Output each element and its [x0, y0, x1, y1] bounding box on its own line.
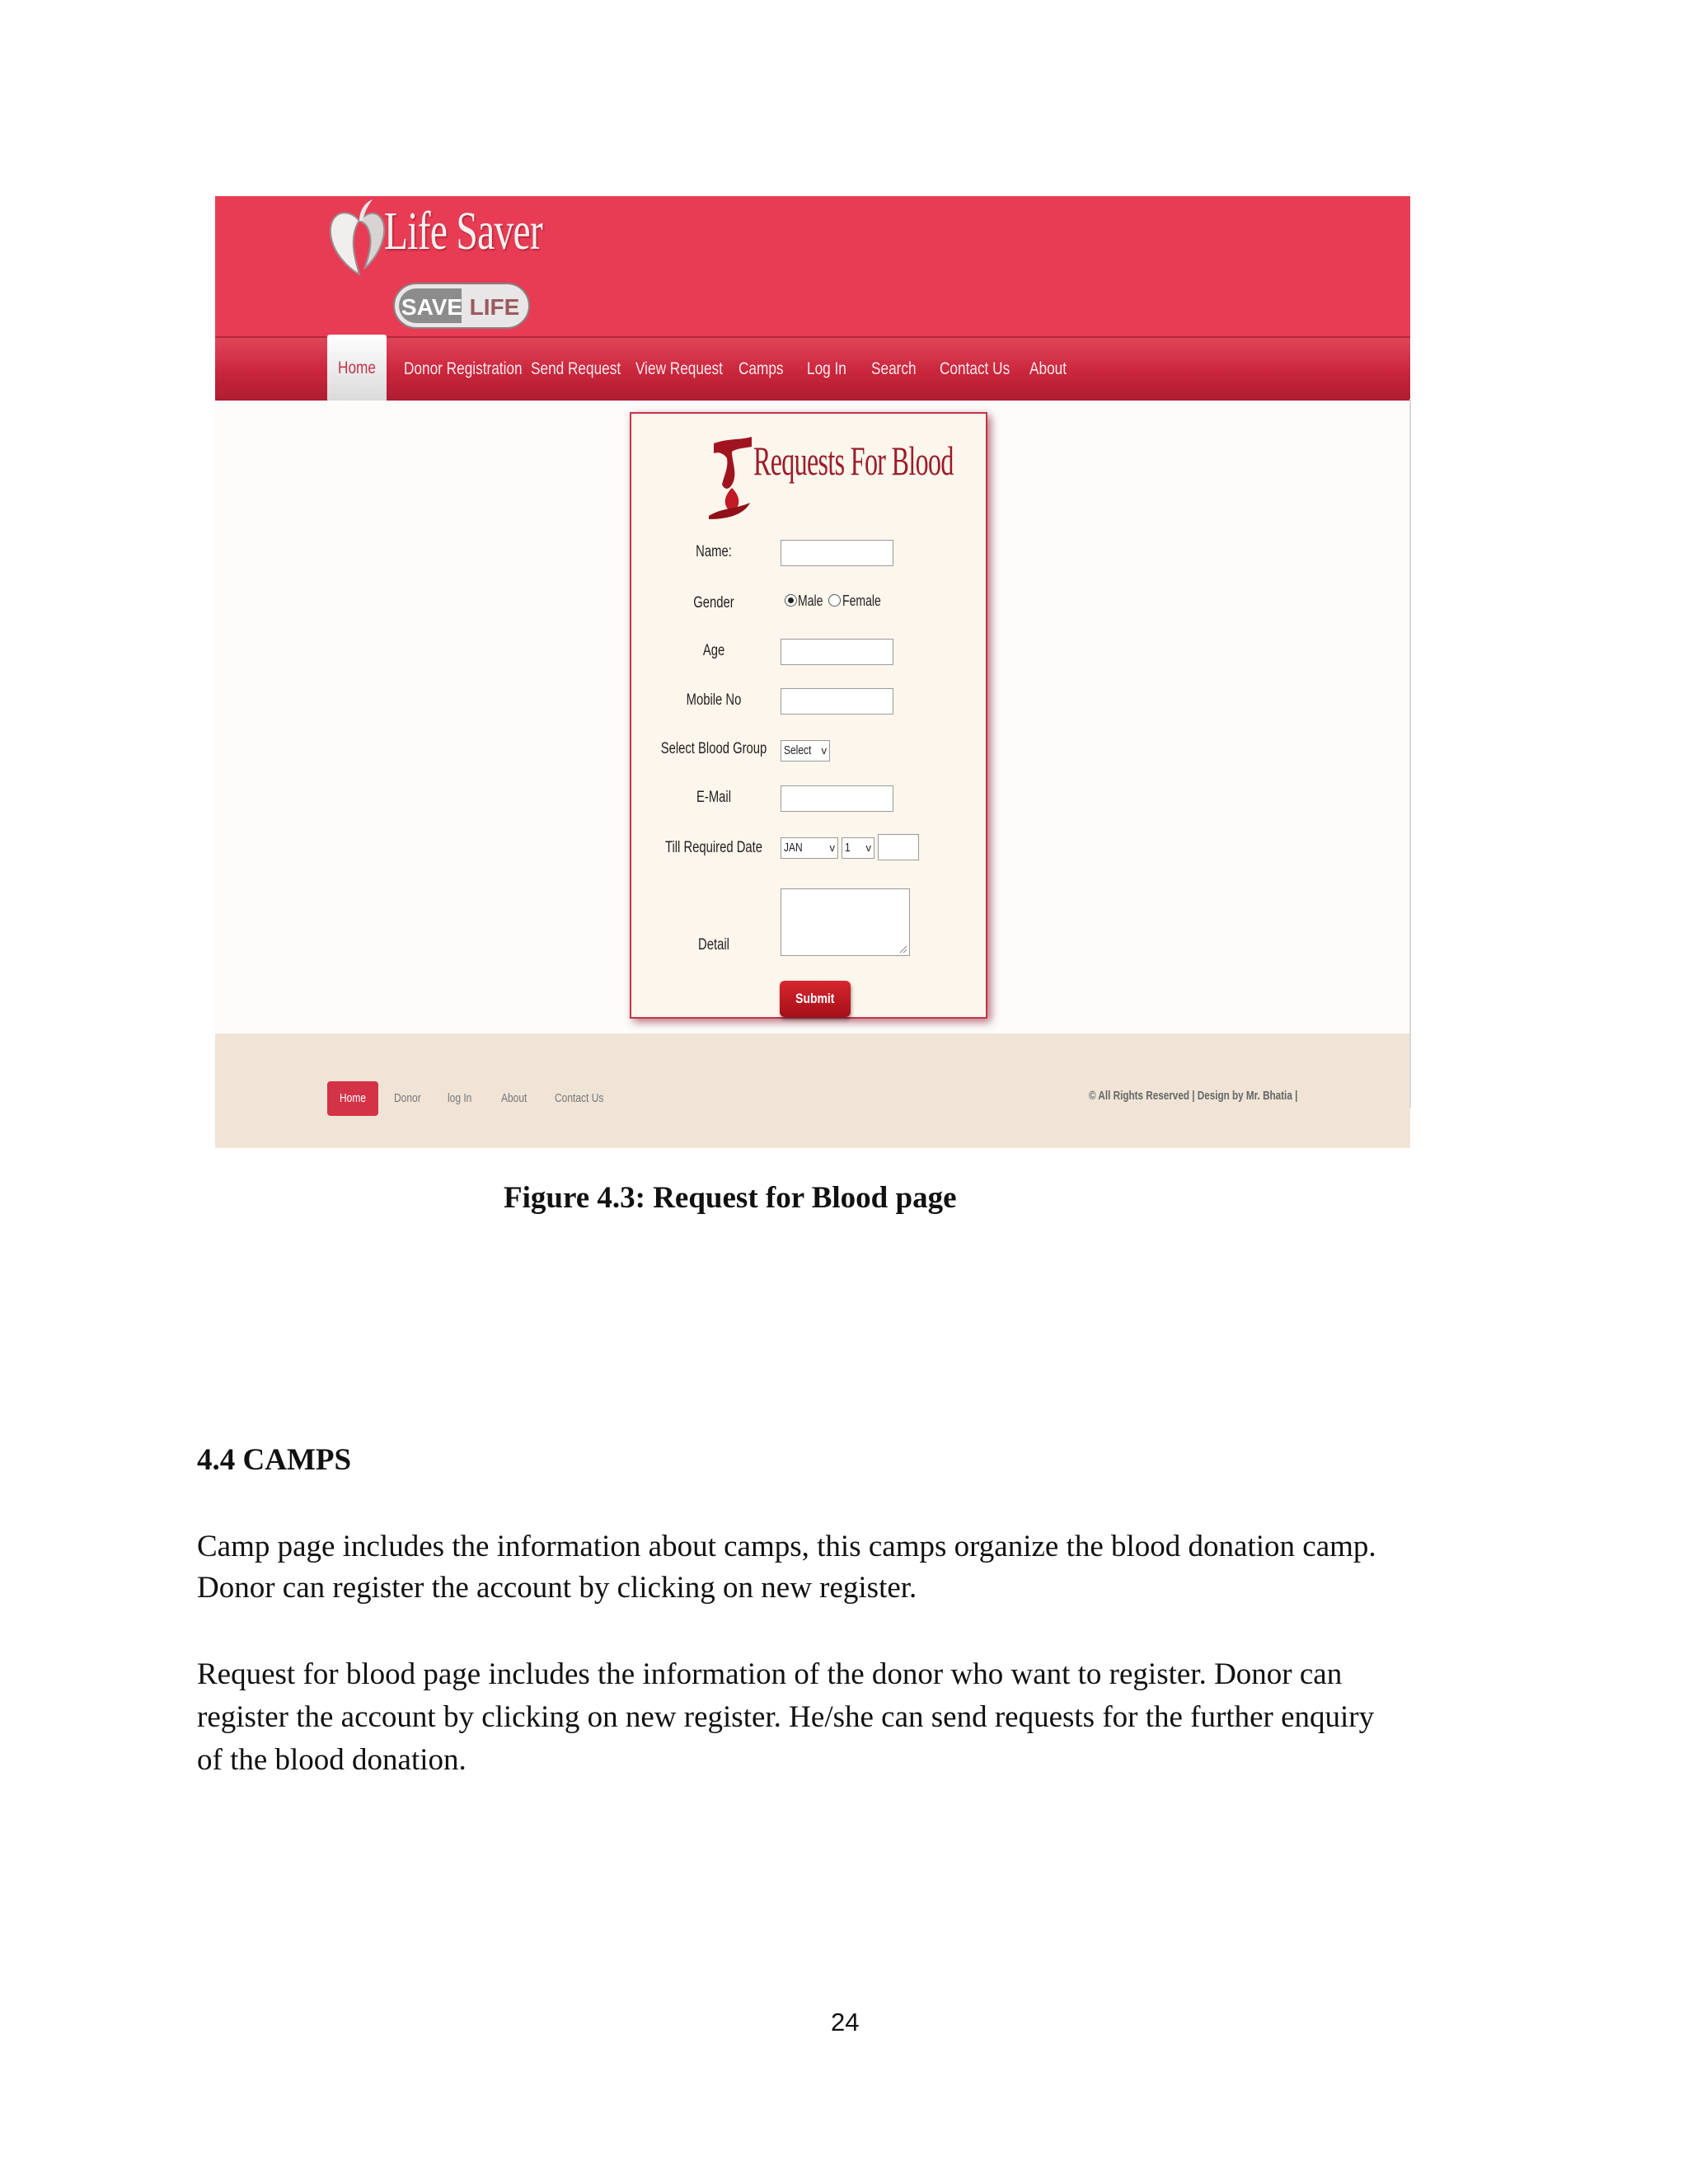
- resize-handle-icon[interactable]: [899, 945, 907, 954]
- year-input[interactable]: [878, 834, 919, 860]
- label-detail: Detail: [698, 936, 729, 954]
- paragraph1-line: Camp page includes the information about camps, this camps organize the blood donation camp.: [197, 1530, 1376, 1563]
- detail-textarea[interactable]: [781, 888, 910, 956]
- label-email: E-Mail: [696, 789, 731, 806]
- form-title: Requests For Blood: [753, 438, 954, 484]
- nav-home-label: Home: [338, 359, 376, 377]
- figure-caption: Figure 4.3: Request for Blood page: [504, 1181, 957, 1215]
- paragraph2-line: of the blood donation.: [197, 1743, 467, 1777]
- submit-button[interactable]: [780, 981, 851, 1017]
- footer-home-button[interactable]: [327, 1081, 378, 1116]
- chevron-down-icon: v: [821, 744, 827, 757]
- nav-log-in[interactable]: Log In: [807, 359, 846, 378]
- label-age: Age: [702, 642, 725, 659]
- nav-home-tab[interactable]: [327, 335, 387, 402]
- blood-group-value: Select: [784, 743, 812, 757]
- request-blood-screenshot: [215, 196, 1410, 1148]
- gender-female-radio[interactable]: [828, 594, 841, 607]
- chevron-down-icon: v: [865, 841, 871, 854]
- site-header: [215, 196, 1410, 336]
- save-tag: SAVE: [401, 294, 463, 320]
- month-select[interactable]: [781, 837, 838, 859]
- nav-send-request[interactable]: Send Request: [531, 359, 621, 378]
- page-number: 24: [831, 2008, 860, 2036]
- footer-home-label: Home: [339, 1091, 366, 1105]
- site-footer: [215, 1033, 1410, 1148]
- label-gender: Gender: [693, 594, 734, 612]
- apple-heart-icon: [326, 196, 392, 279]
- label-mobile: Mobile No: [686, 691, 742, 709]
- chevron-down-icon: v: [829, 841, 835, 854]
- name-input[interactable]: [781, 540, 893, 566]
- footer-about-link[interactable]: About: [501, 1091, 528, 1105]
- footer-contact-link[interactable]: Contact Us: [555, 1091, 604, 1105]
- save-life-badge: [392, 282, 531, 330]
- life-tag: LIFE: [469, 294, 520, 320]
- footer-login-link[interactable]: log In: [448, 1091, 472, 1105]
- gender-female-label: Female: [842, 593, 881, 609]
- copyright-text: © All Rights Reserved | Design by Mr. Bhatia |: [1089, 1089, 1298, 1103]
- day-value: 1: [845, 841, 851, 855]
- request-form-card: [630, 412, 987, 1019]
- top-nav: [215, 336, 1410, 401]
- blood-drop-icon: [707, 430, 757, 521]
- paragraph2-line: Request for blood page includes the information of the donor who want to register. Donor can: [197, 1657, 1343, 1691]
- age-input[interactable]: [781, 639, 893, 665]
- nav-view-request[interactable]: View Request: [635, 359, 723, 378]
- nav-donor-registration[interactable]: Donor Registration: [404, 359, 523, 378]
- email-input[interactable]: [781, 785, 893, 812]
- label-required-date: Till Required Date: [664, 839, 763, 856]
- nav-search[interactable]: Search: [871, 359, 917, 378]
- mobile-input[interactable]: [781, 688, 893, 715]
- submit-label: Submit: [795, 991, 835, 1006]
- month-value: JAN: [784, 841, 803, 855]
- gender-male-label: Male: [798, 593, 823, 609]
- section-heading: 4.4 CAMPS: [197, 1443, 352, 1477]
- nav-camps[interactable]: Camps: [738, 359, 784, 378]
- nav-about[interactable]: About: [1029, 359, 1067, 378]
- gender-male-radio[interactable]: [785, 594, 797, 607]
- logo-title: Life Saver: [384, 201, 543, 261]
- label-blood-group: Select Blood Group: [660, 740, 767, 757]
- blood-group-select[interactable]: [781, 740, 830, 762]
- site-logo[interactable]: [326, 196, 549, 336]
- day-select[interactable]: [842, 837, 874, 859]
- paragraph2-line: register the account by clicking on new register. He/she can send requests for the further enquiry: [197, 1700, 1375, 1734]
- paragraph1-line: Donor can register the account by clicking on new register.: [197, 1571, 917, 1605]
- footer-donor-link[interactable]: Donor: [394, 1091, 421, 1105]
- label-name: Name:: [696, 543, 732, 560]
- nav-contact-us[interactable]: Contact Us: [940, 359, 1010, 378]
- screenshot-border: [1409, 399, 1411, 1108]
